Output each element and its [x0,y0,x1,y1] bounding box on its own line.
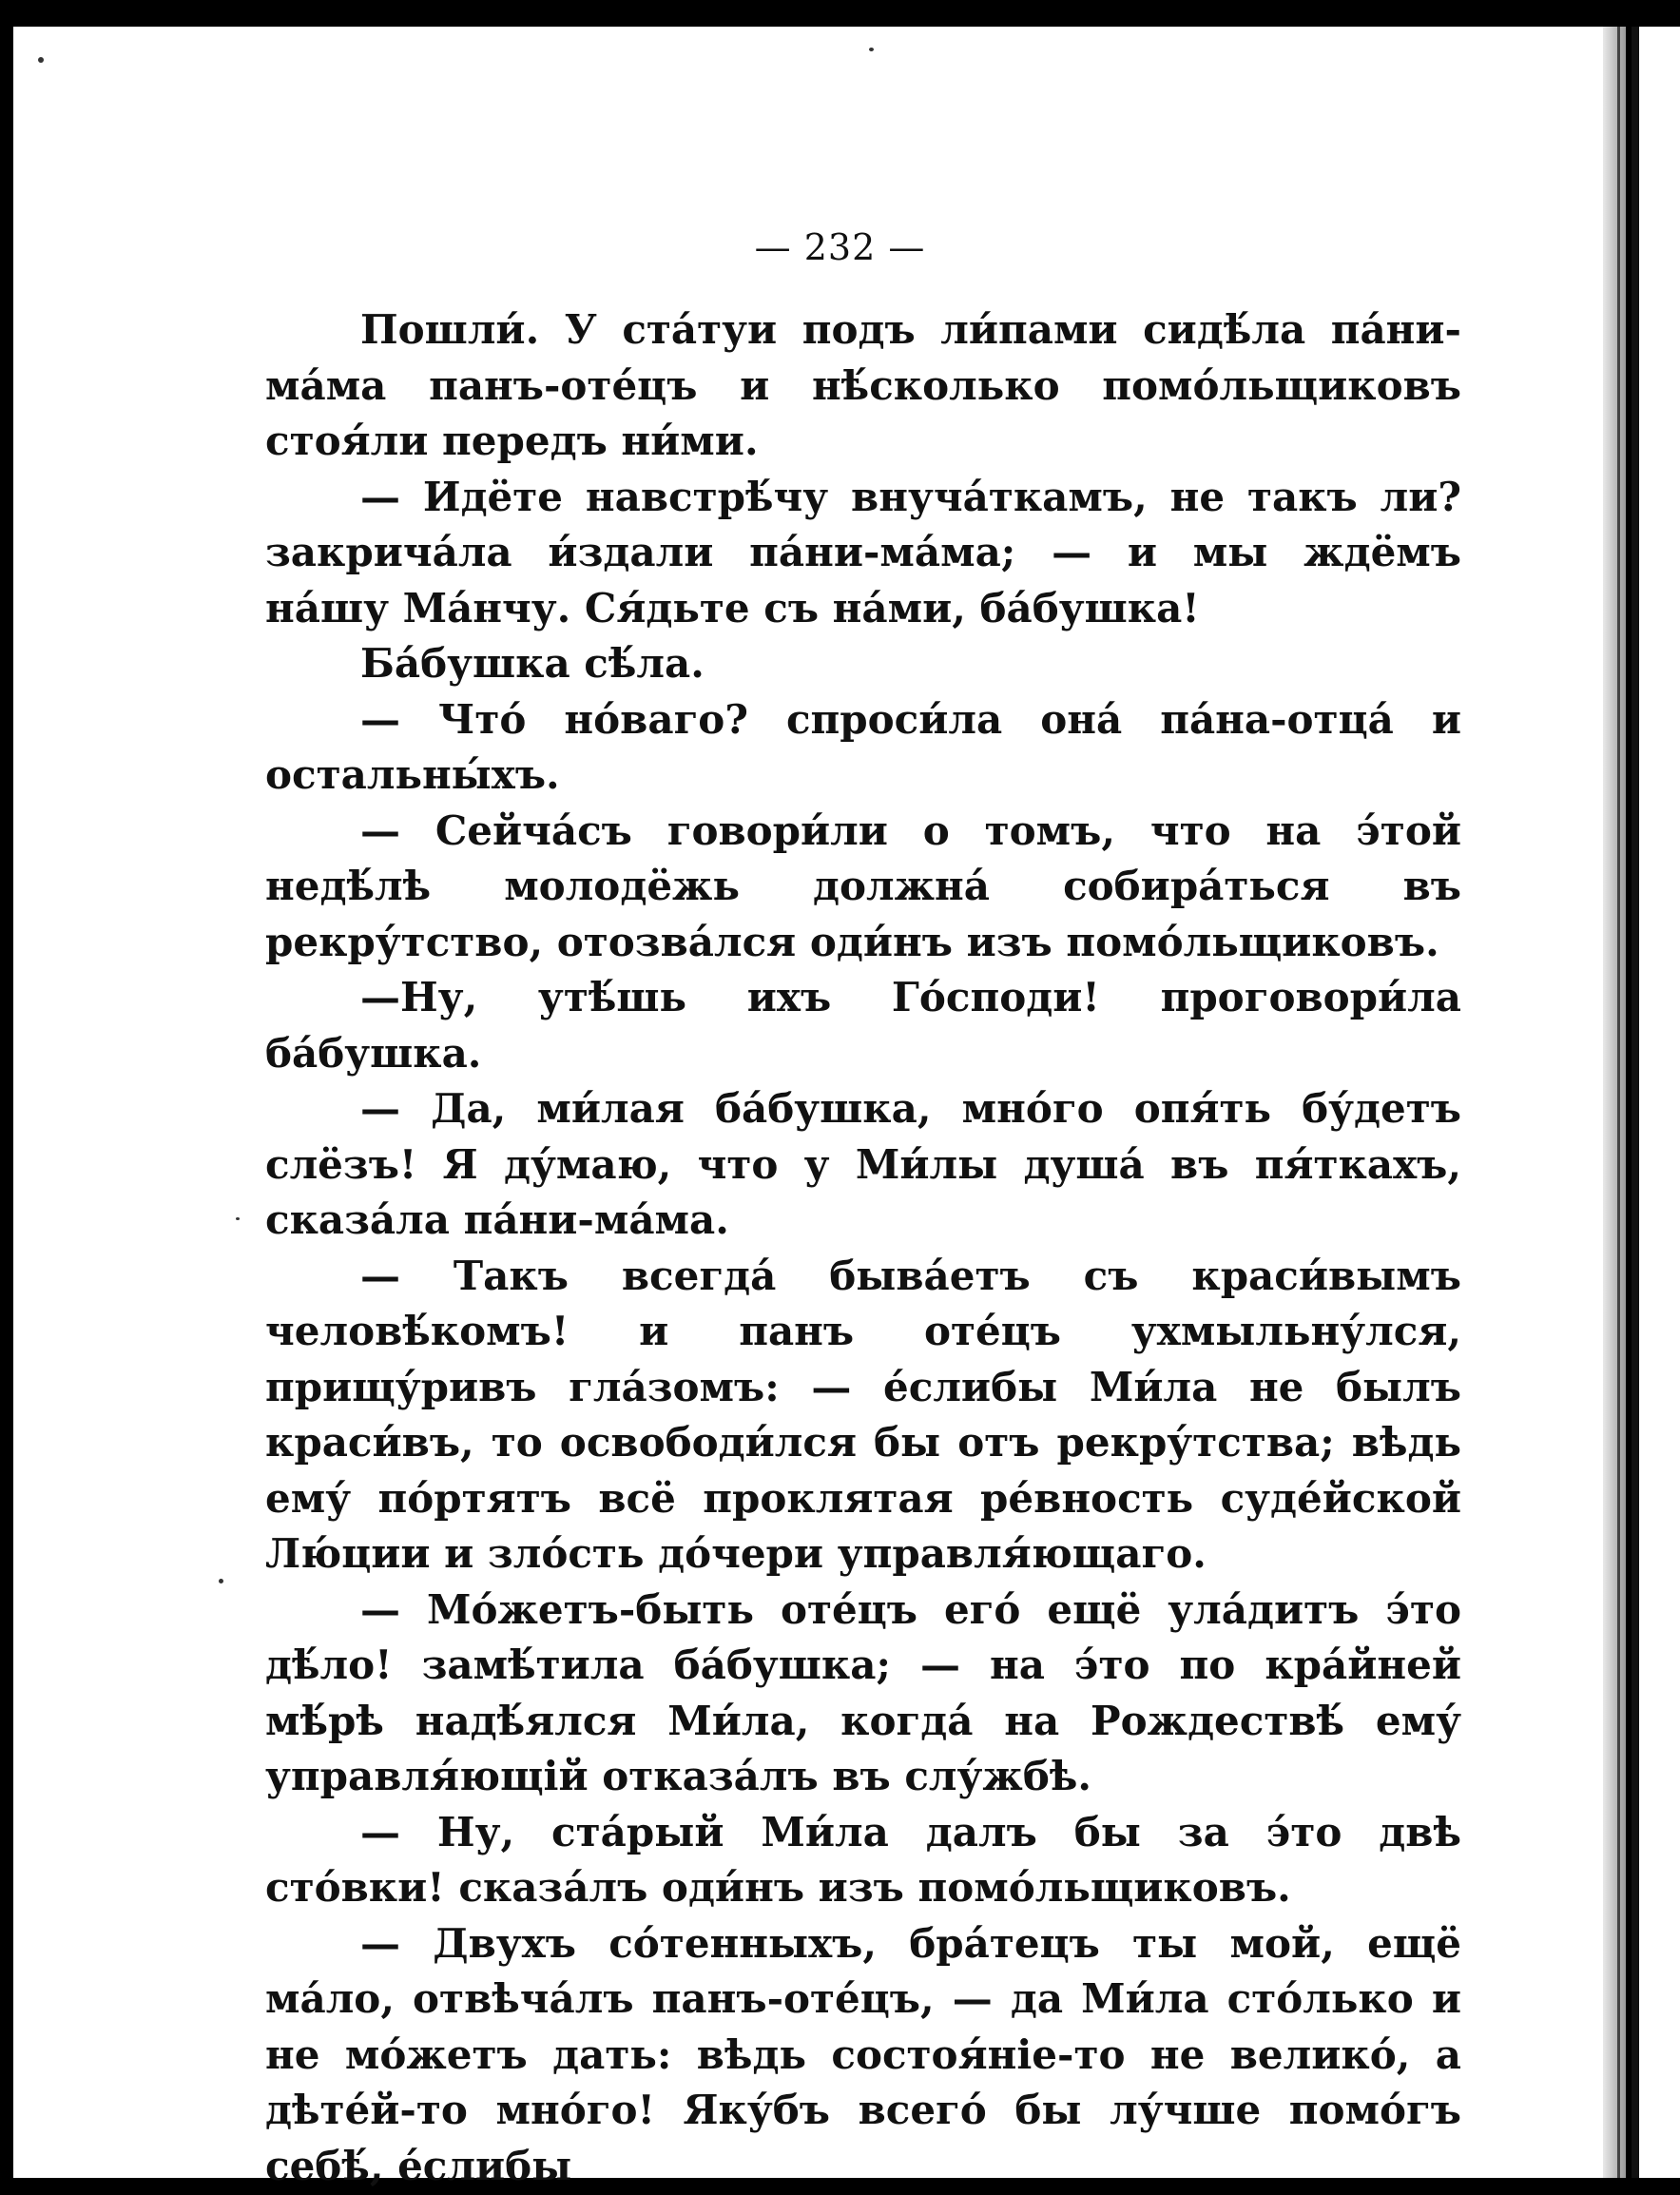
page-gutter-line [1617,27,1620,2178]
paragraph: Ба́бушка сѣ́ла. [360,640,705,687]
paragraph: — Двухъ со́тенныхъ, бра́тецъ ты мой, ещё ма́ло, отвѣча́лъ панъ-оте́цъ, — да Ми́ла сто́лько и не мо́жетъ дать: вѣдь состоя́ніе-то не велико́, а дѣте́й-то мно́го! Яку́бъ всего́ бы лу́чше помо́гъ себѣ́, е́слибы [265,1919,1461,2189]
page-number: — 232 — [754,226,926,268]
scan-speck [219,1579,223,1583]
paragraph: — Ну, ста́рый Ми́ла далъ бы за э́то двѣ сто́вки! сказа́лъ оди́нъ изъ помо́льщиковъ. [265,1808,1461,1911]
paragraph: — Да, ми́лая ба́бушка, мно́го опя́ть бу́детъ слёзъ! Я ду́маю, что у Ми́лы душа́ въ пя́ткахъ, сказа́ла па́ни-ма́ма. [265,1085,1461,1243]
paragraph: — Что́ но́ваго? спроси́ла она́ па́на-отца́ и остальны́хъ. [265,695,1461,798]
paragraph: — Сейча́съ говори́ли о томъ, что на э́той недѣ́лѣ молодёжь должна́ собира́ться въ рекру́тство, отозва́лся оди́нъ изъ помо́льщиковъ. [265,806,1461,965]
body-text [265,302,1461,2194]
scan-speck [869,48,874,51]
paragraph: — Такъ всегда́ быва́етъ съ краси́вымъ человѣ́комъ! и панъ оте́цъ ухмыльну́лся, прищу́ривъ гла́зомъ: — е́слибы Ми́ла не былъ краси́въ, то освободи́лся бы отъ рекру́тства; вѣдь ему́ по́ртятъ всё проклятая ре́вность суде́йской Лю́ции и зло́сть до́чери управля́ющаго. [265,1252,1461,1577]
paragraph: —Ну, утѣ́шь ихъ Го́споди! проговори́ла ба́бушка. [265,974,1461,1077]
paragraph: Пошли́. У ста́туи подъ ли́пами сидѣ́ла па́ни-ма́ма панъ-оте́цъ и нѣ́сколько помо́льщиковъ стоя́ли передъ ни́ми. [265,306,1461,464]
paragraph: — Мо́жетъ-быть оте́цъ его́ ещё ула́дитъ э́то дѣ́ло! замѣ́тила ба́бушка; — на э́то по кра́йней мѣ́рѣ надѣ́ялся Ми́ла, когда́ на Рождествѣ́ ему́ управля́ющій отказа́лъ въ слу́жбѣ. [265,1585,1461,1799]
page-edge-shadow [1603,27,1626,2178]
paragraph: — Идёте навстрѣ́чу внуча́ткамъ, не такъ ли? закрича́ла и́здали па́ни-ма́ма; — и мы ждёмъ на́шу Ма́нчу. Ся́дьте съ на́ми, ба́бушка! [265,473,1461,631]
next-page-edge [1632,27,1639,2178]
scan-speck [236,1217,240,1220]
scan-speck [38,57,44,63]
